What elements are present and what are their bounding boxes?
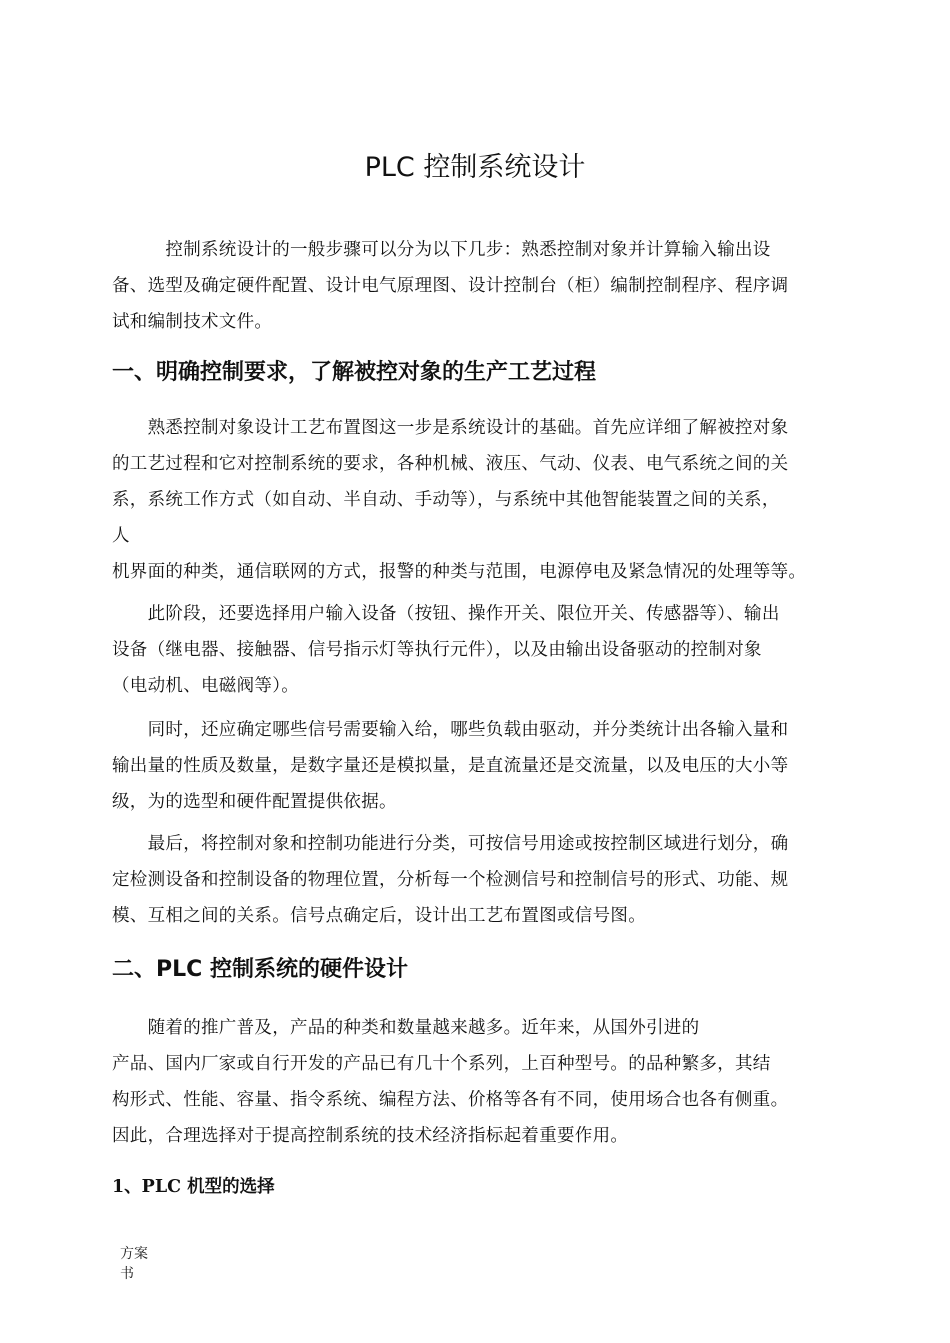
text-line: 控制系统设计的一般步骤可以分为以下几步：熟悉控制对象并计算输入输出设 — [112, 240, 771, 260]
text-line: 设备（继电器、接触器、信号指示灯等执行元件），以及由输出设备驱动的控制对象 — [112, 640, 762, 660]
text-line: 最后，将控制对象和控制功能进行分类，可按信号用途或按控制区域进行划分，确 — [112, 834, 789, 854]
footer-line: 书 — [120, 1266, 134, 1282]
section-2-paragraph-1 — [112, 1010, 868, 1154]
text-line: 备、选型及确定硬件配置、设计电气原理图、设计控制台（柜）编制控制程序、程序调 — [112, 276, 789, 296]
section-1-paragraph-1 — [112, 410, 868, 590]
intro-paragraph — [112, 232, 868, 340]
text-line: 模、互相之间的关系。信号点确定后，设计出工艺布置图或信号图。 — [112, 906, 646, 926]
text-line: 随着的推广普及，产品的种类和数量越来越多。近年来，从国外引进的 — [112, 1018, 700, 1038]
footer-label — [120, 1244, 160, 1284]
section-1-heading: 一、明确控制要求，了解被控对象的生产工艺过程 — [112, 360, 597, 385]
text-line: 产品、国内厂家或自行开发的产品已有几十个系列，上百种型号。的品种繁多，其结 — [112, 1054, 771, 1074]
text-line: 机界面的种类，通信联网的方式，报警的种类与范围，电源停电及紧急情况的处理等等。 — [112, 562, 807, 582]
text-line: 试和编制技术文件。 — [112, 312, 273, 332]
text-line: 的工艺过程和它对控制系统的要求，各种机械、液压、气动、仪表、电气系统之间的关 — [112, 454, 789, 474]
subsection-1-heading: 1、PLC 机型的选择 — [112, 1177, 275, 1197]
text-line: 此阶段，还要选择用户输入设备（按钮、操作开关、限位开关、传感器等）、输出 — [112, 604, 780, 624]
text-line: 构形式、性能、容量、指令系统、编程方法、价格等各有不同，使用场合也各有侧重。 — [112, 1090, 789, 1110]
text-line: 同时，还应确定哪些信号需要输入给，哪些负载由驱动，并分类统计出各输入量和 — [112, 720, 789, 740]
section-1-paragraph-4 — [112, 826, 868, 934]
section-1-paragraph-2 — [112, 596, 868, 704]
text-line: 级，为的选型和硬件配置提供依据。 — [112, 792, 397, 812]
section-2-heading: 二、PLC 控制系统的硬件设计 — [112, 957, 408, 982]
text-line: 人 — [112, 526, 130, 546]
document-title: PLC 控制系统设计 — [364, 152, 586, 183]
text-line: 因此，合理选择对于提高控制系统的技术经济指标起着重要作用。 — [112, 1126, 629, 1146]
text-line: 定检测设备和控制设备的物理位置，分析每一个检测信号和控制信号的形式、功能、规 — [112, 870, 789, 890]
text-line: （电动机、电磁阀等）。 — [112, 676, 300, 696]
text-line: 熟悉控制对象设计工艺布置图这一步是系统设计的基础。首先应详细了解被控对象 — [112, 418, 789, 438]
footer-line: 方案 — [120, 1246, 148, 1262]
section-1-paragraph-3 — [112, 712, 868, 820]
text-line: 输出量的性质及数量，是数字量还是模拟量，是直流量还是交流量，以及电压的大小等 — [112, 756, 789, 776]
text-line: 系，系统工作方式（如自动、半自动、手动等），与系统中其他智能装置之间的关系， — [112, 490, 780, 510]
